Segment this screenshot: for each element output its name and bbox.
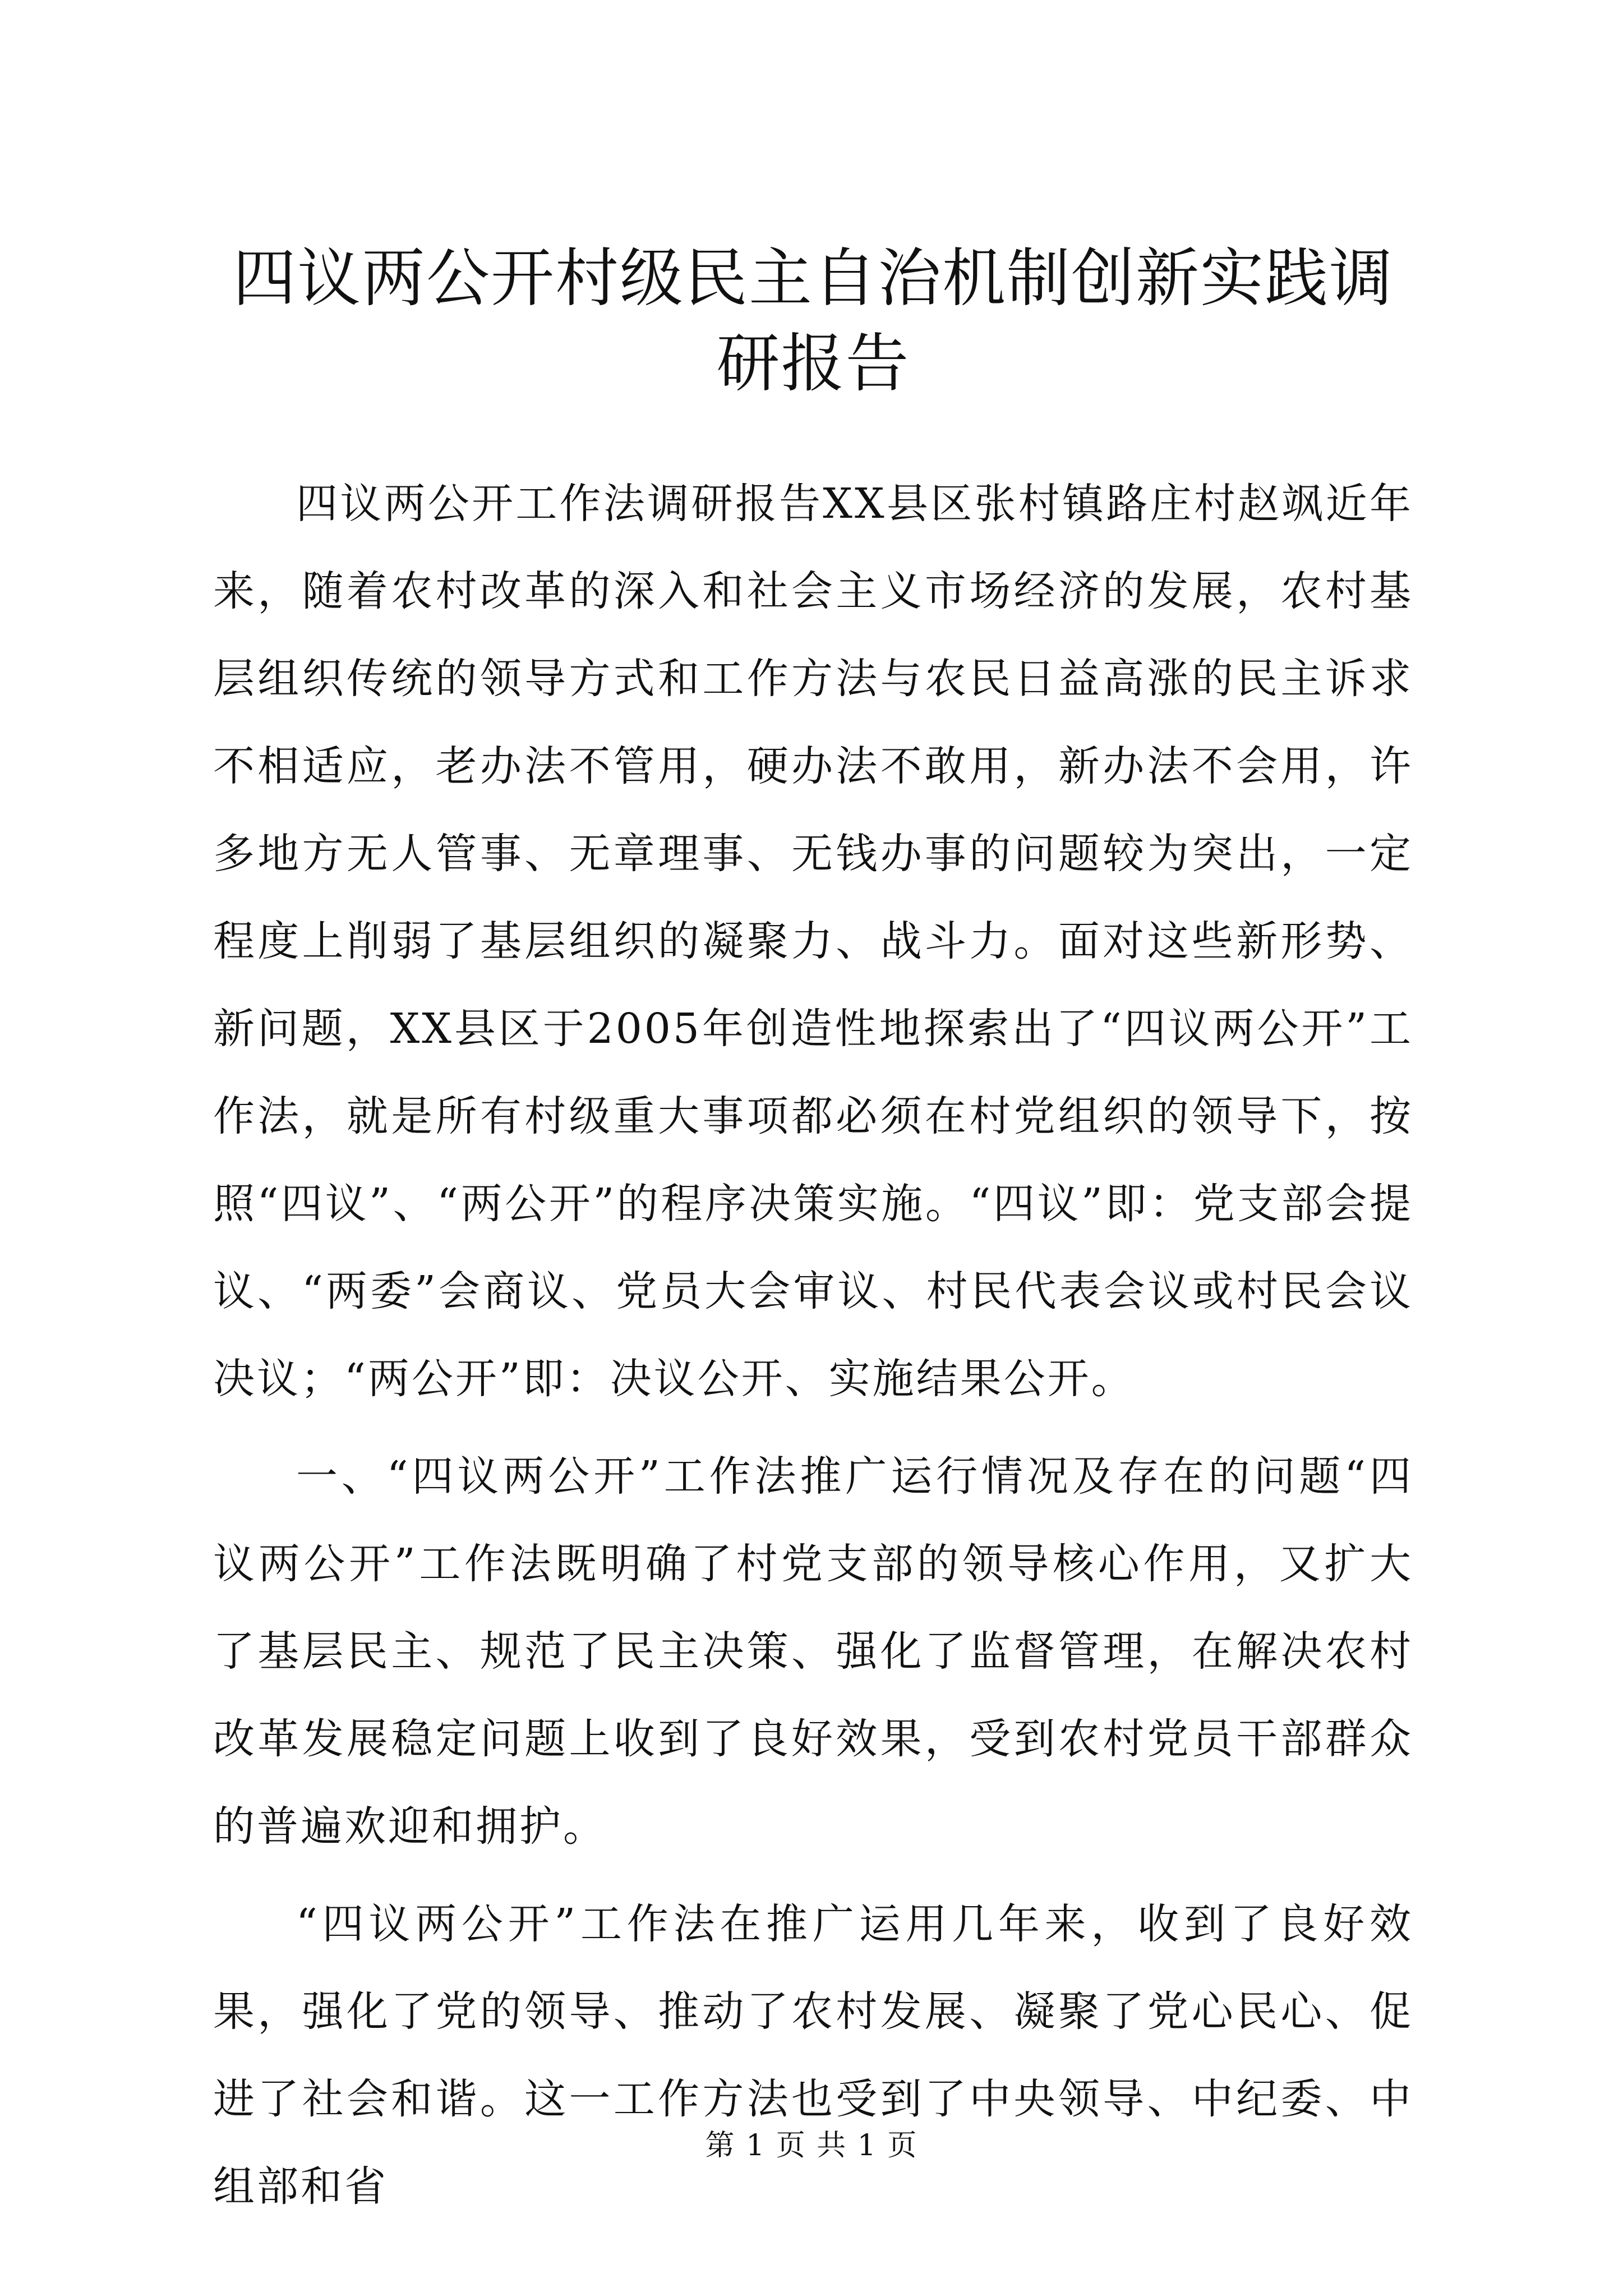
page-number-footer: 第 1 页 共 1 页 — [705, 2129, 918, 2162]
body-paragraph-2: 一、“四议两公开”工作法推广运行情况及存在的问题“四议两公开”工作法既明确了村党支部的领导核心作用，又扩大了基层民主、规范了民主决策、强化了监督管理，在解决农村改革发展稳定问题上收到了良好效果，受到农村党员干部群众的普遍欢迎和拥护。 — [213, 1452, 1413, 1851]
document-title: 四议两公开村级民主自治机制创新实践调研报告 — [233, 241, 1394, 401]
document-body — [213, 460, 1413, 2240]
body-paragraph-1: 四议两公开工作法调研报告XX县区张村镇路庄村赵飒近年来，随着农村改革的深入和社会主义市场经济的发展，农村基层组织传统的领导方式和工作方法与农民日益高涨的民主诉求不相适应，老办法不管用，硬办法不敢用，新办法不会用，许多地方无人管事、无章理事、无钱办事的问题较为突出，一定程度上削弱了基层组织的凝聚力、战斗力。面对这些新形势、新问题，XX县区于2005年创造性地探索出了“四议两公开”工作法，就是所有村级重大事项都必须在村党组织的领导下，按照“四议”、“两公开”的程序决策实施。“四议”即：党支部会提议、“两委”会商议、党员大会审议、村民代表会议或村民会议决议；“两公开”即：决议公开、实施结果公开。 — [213, 480, 1413, 1403]
body-paragraph-3: “四议两公开”工作法在推广运用几年来，收到了良好效果，强化了党的领导、推动了农村发展、凝聚了党心民心、促进了社会和谐。这一工作方法也受到了中央领导、中纪委、中组部和省 — [213, 1900, 1413, 2211]
